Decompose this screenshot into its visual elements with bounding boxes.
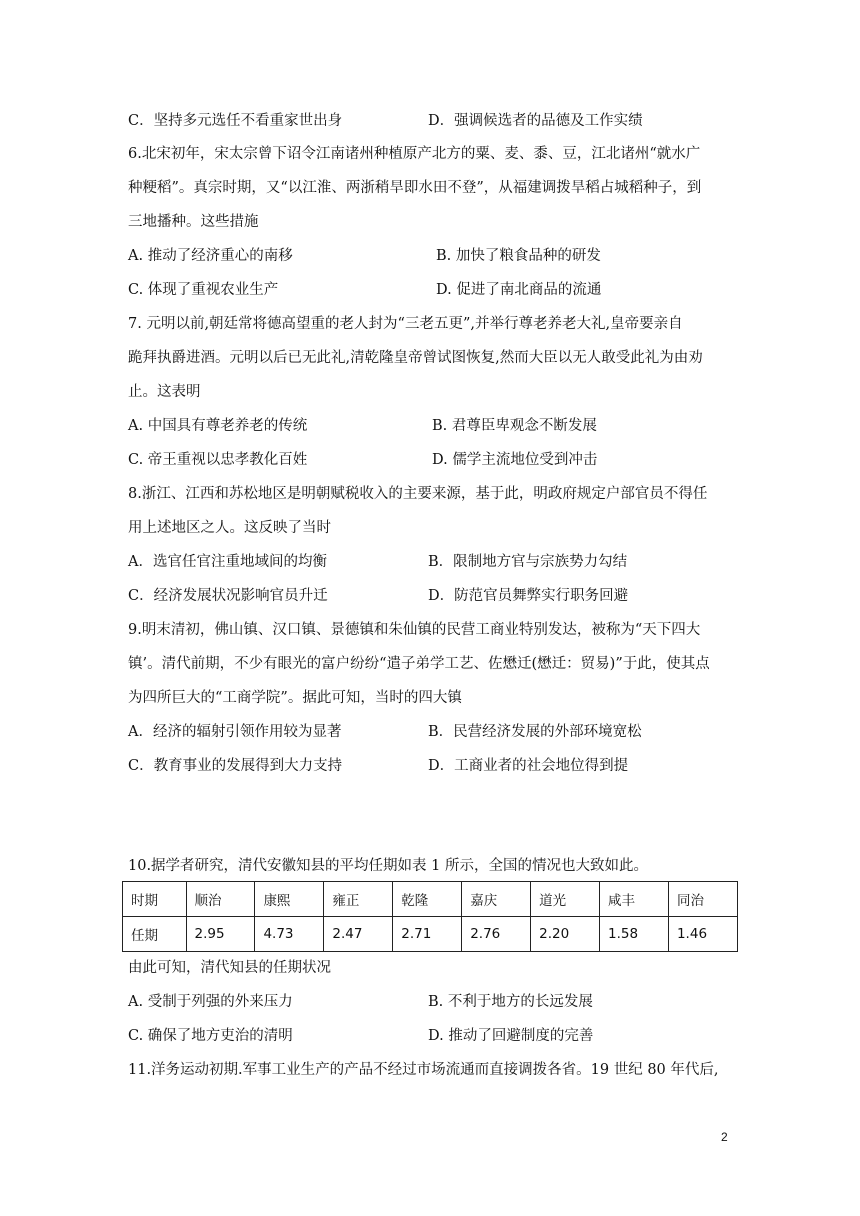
q7-stem-line-1: 7. 元明以前,朝廷常将德高望重的老人封为“三老五更”,并举行尊老养老大礼,皇帝要亲自 [128, 316, 683, 332]
table-cell: 2.71 [393, 917, 462, 952]
table-cell: 道光 [531, 882, 600, 917]
table-cell: 4.73 [255, 917, 324, 952]
table-cell: 2.76 [462, 917, 531, 952]
q9-stem-line-1: 9.明末清初，佛山镇、汉口镇、景德镇和朱仙镇的民营工商业特别发达，被称为“天下四大 [128, 622, 701, 638]
q7-option-a: A. 中国具有尊老养老的传统 [128, 418, 308, 434]
table-cell: 时期 [123, 882, 187, 917]
q8-stem-line-1: 8.浙江、江西和苏松地区是明朝赋税收入的主要来源，基于此，明政府规定户部官员不得任 [128, 486, 708, 502]
q6-stem-line-3: 三地播种。这些措施 [128, 214, 259, 230]
table-cell: 2.47 [324, 917, 393, 952]
q5-option-c: C．坚持多元选任不看重家世出身 [128, 113, 343, 129]
q9-stem-line-3: 为四所巨大的“工商学院”。据此可知，当时的四大镇 [128, 690, 462, 706]
q10-option-b: B. 不利于地方的长远发展 [428, 994, 593, 1010]
q6-option-b: B. 加快了粮食品种的研发 [436, 248, 601, 264]
table-cell: 同治 [668, 882, 737, 917]
q6-stem-line-1: 6.北宋初年，宋太宗曾下诏令江南诸州种植原产北方的粟、麦、黍、豆，江北诸州“就水广 [128, 146, 701, 162]
q9-stem-line-2: 镇’。清代前期，不少有眼光的富户纷纷“遣子弟学工艺、佐懋迁(懋迁：贸易)”于此，使其点 [128, 656, 710, 672]
q8-option-a: A．选官任官注重地域间的均衡 [128, 554, 327, 570]
table-cell: 任期 [123, 917, 187, 952]
q10-option-c: C. 确保了地方吏治的清明 [128, 1028, 293, 1044]
table-cell: 顺治 [186, 882, 255, 917]
q7-option-d: D. 儒学主流地位受到冲击 [432, 452, 598, 468]
q7-option-b: B. 君尊臣卑观念不断发展 [432, 418, 597, 434]
q10-option-d: D. 推动了回避制度的完善 [428, 1028, 594, 1044]
q8-stem-line-2: 用上述地区之人。这反映了当时 [128, 520, 331, 536]
q9-option-a: A．经济的辐射引领作用较为显著 [128, 724, 342, 740]
q7-stem-line-2: 跪拜执爵进酒。元明以后已无此礼,清乾隆皇帝曾试图恢复,然而大臣以无人敢受此礼为由劝 [128, 350, 703, 366]
table-row [123, 917, 738, 952]
q6-stem-line-2: 种粳稻”。真宗时期，又“以江淮、两浙稍旱即水田不登”，从福建调拨旱稻占城稻种子，到 [128, 180, 702, 196]
table-cell: 1.46 [668, 917, 737, 952]
table-cell: 雍正 [324, 882, 393, 917]
q10-option-a: A. 受制于列强的外来压力 [128, 994, 293, 1010]
page-number: 2 [721, 1130, 728, 1144]
q5-option-d: D．强调候选者的品德及工作实绩 [428, 113, 643, 129]
table-cell: 2.20 [531, 917, 600, 952]
table-header-row [123, 882, 738, 917]
q6-option-d: D. 促进了南北商品的流通 [436, 282, 602, 298]
q7-option-c: C. 帝王重视以忠孝教化百姓 [128, 452, 308, 468]
q10-stem: 10.据学者研究，清代安徽知县的平均任期如表 1 所示，全国的情况也大致如此。 [128, 858, 649, 874]
q9-option-b: B．民营经济发展的外部环境宽松 [428, 724, 642, 740]
table-cell: 康熙 [255, 882, 324, 917]
q7-stem-line-3: 止。这表明 [128, 384, 201, 400]
q6-option-a: A. 推动了经济重心的南移 [128, 248, 293, 264]
q10-after-table: 由此可知，清代知县的任期状况 [128, 960, 331, 976]
tenure-table [122, 881, 738, 952]
q9-option-c: C．教育事业的发展得到大力支持 [128, 758, 343, 774]
q8-option-b: B．限制地方官与宗族势力勾结 [428, 554, 628, 570]
table-cell: 乾隆 [393, 882, 462, 917]
q8-option-c: C．经济发展状况影响官员升迁 [128, 588, 328, 604]
q6-option-c: C. 体现了重视农业生产 [128, 282, 279, 298]
table-cell: 咸丰 [600, 882, 669, 917]
q11-stem: 11.洋务运动初期.军事工业生产的产品不经过市场流通而直接调拨各省。19 世纪 80 年代后, [128, 1062, 719, 1078]
table-cell: 1.58 [600, 917, 669, 952]
q8-option-d: D．防范官员舞弊实行职务回避 [428, 588, 629, 604]
table-cell: 嘉庆 [462, 882, 531, 917]
q9-option-d: D．工商业者的社会地位得到提 [428, 758, 629, 774]
table-cell: 2.95 [186, 917, 255, 952]
